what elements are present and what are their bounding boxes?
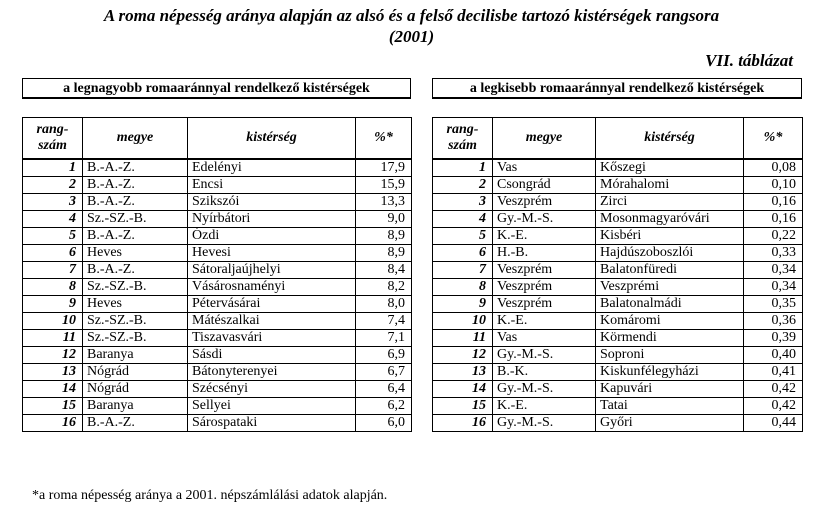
table-row (23, 177, 412, 194)
highest-ratio-table (22, 117, 412, 432)
left-heading-underline (22, 98, 411, 99)
county-header: megye (493, 118, 596, 160)
region-cell: Kapuvári (596, 381, 744, 398)
rank-cell: 15 (23, 398, 83, 415)
lowest-ratio-table (432, 117, 803, 432)
table-row (23, 296, 412, 313)
region-cell: Pétervásárai (188, 296, 356, 313)
region-cell: Sárospataki (188, 415, 356, 432)
table-row (23, 262, 412, 279)
region-cell: Tiszavasvári (188, 330, 356, 347)
rank-cell: 7 (23, 262, 83, 279)
region-cell: Mátészalkai (188, 313, 356, 330)
rank-cell: 13 (433, 364, 493, 381)
rank-cell: 7 (433, 262, 493, 279)
county-cell: Csongrád (493, 177, 596, 194)
percent-cell: 0,35 (744, 296, 803, 313)
region-header: kistérség (188, 118, 356, 160)
county-cell: Heves (83, 296, 188, 313)
table-header-row (433, 118, 803, 160)
table-row (433, 262, 803, 279)
percent-header: %* (356, 118, 412, 160)
rank-cell: 11 (433, 330, 493, 347)
table-row (23, 313, 412, 330)
county-cell: Gy.-M.-S. (493, 347, 596, 364)
county-cell: B.-A.-Z. (83, 177, 188, 194)
county-cell: K.-E. (493, 228, 596, 245)
county-cell: Gy.-M.-S. (493, 415, 596, 432)
percent-cell: 0,34 (744, 262, 803, 279)
percent-cell: 0,16 (744, 211, 803, 228)
rank-cell: 4 (23, 211, 83, 228)
percent-cell: 6,2 (356, 398, 412, 415)
table-row (433, 347, 803, 364)
percent-cell: 8,0 (356, 296, 412, 313)
table-row (23, 228, 412, 245)
percent-cell: 8,9 (356, 245, 412, 262)
region-cell: Encsi (188, 177, 356, 194)
rank-cell: 6 (433, 245, 493, 262)
county-cell: B.-A.-Z. (83, 415, 188, 432)
region-cell: Sellyei (188, 398, 356, 415)
percent-cell: 0,22 (744, 228, 803, 245)
county-cell: Sz.-SZ.-B. (83, 211, 188, 228)
percent-cell: 8,9 (356, 228, 412, 245)
percent-cell: 0,36 (744, 313, 803, 330)
rank-cell: 3 (23, 194, 83, 211)
table-row (433, 194, 803, 211)
rank-header-line1: rang- (446, 122, 479, 137)
percent-cell: 0,34 (744, 279, 803, 296)
percent-cell: 0,40 (744, 347, 803, 364)
rank-cell: 3 (433, 194, 493, 211)
percent-cell: 0,16 (744, 194, 803, 211)
percent-header: %* (744, 118, 803, 160)
county-cell: Heves (83, 245, 188, 262)
region-cell: Sásdi (188, 347, 356, 364)
percent-cell: 15,9 (356, 177, 412, 194)
percent-cell: 8,2 (356, 279, 412, 296)
document-title-year: (2001) (388, 27, 435, 46)
region-cell: Nyírbátori (188, 211, 356, 228)
county-cell: B.-A.-Z. (83, 262, 188, 279)
table-row (433, 381, 803, 398)
table-row (433, 415, 803, 432)
rank-cell: 6 (23, 245, 83, 262)
percent-cell: 7,4 (356, 313, 412, 330)
table-row (433, 330, 803, 347)
county-cell: Nógrád (83, 381, 188, 398)
county-cell: B.-K. (493, 364, 596, 381)
region-cell: Tatai (596, 398, 744, 415)
county-cell: K.-E. (493, 313, 596, 330)
rank-cell: 9 (23, 296, 83, 313)
region-cell: Kőszegi (596, 159, 744, 177)
table-row (433, 313, 803, 330)
region-cell: Soproni (596, 347, 744, 364)
region-cell: Sátoraljaújhelyi (188, 262, 356, 279)
percent-cell: 0,42 (744, 398, 803, 415)
percent-cell: 6,7 (356, 364, 412, 381)
region-cell: Veszprémi (596, 279, 744, 296)
region-cell: Hajdúszoboszlói (596, 245, 744, 262)
table-row (23, 398, 412, 415)
rank-cell: 12 (23, 347, 83, 364)
rank-cell: 15 (433, 398, 493, 415)
table-row (23, 415, 412, 432)
right-section-heading: a legkisebb romaaránnyal rendelkező kistérségek (432, 78, 802, 98)
region-cell: Bátonyterenyei (188, 364, 356, 381)
table-row (433, 245, 803, 262)
rank-cell: 5 (23, 228, 83, 245)
table-header-row (23, 118, 412, 160)
percent-cell: 0,42 (744, 381, 803, 398)
rank-cell: 10 (23, 313, 83, 330)
region-cell: Zirci (596, 194, 744, 211)
table-row (433, 279, 803, 296)
rank-cell: 1 (23, 159, 83, 177)
left-section-heading: a legnagyobb romaaránnyal rendelkező kistérségek (22, 78, 411, 98)
table-row (433, 159, 803, 177)
percent-cell: 9,0 (356, 211, 412, 228)
rank-cell: 9 (433, 296, 493, 313)
region-cell: Balatonfüredi (596, 262, 744, 279)
table-row (433, 177, 803, 194)
rank-cell: 16 (433, 415, 493, 432)
rank-cell: 5 (433, 228, 493, 245)
region-cell: Komáromi (596, 313, 744, 330)
region-cell: Körmendi (596, 330, 744, 347)
table-row (23, 364, 412, 381)
rank-cell: 11 (23, 330, 83, 347)
table-row (23, 159, 412, 177)
county-cell: B.-A.-Z. (83, 228, 188, 245)
document-title: A roma népesség aránya alapján az alsó és a felső decilisbe tartozó kistérségek rangsora (103, 6, 720, 25)
percent-cell: 0,44 (744, 415, 803, 432)
rank-header-line1: rang- (36, 122, 69, 137)
table-row (23, 279, 412, 296)
county-cell: Veszprém (493, 296, 596, 313)
table-row (433, 364, 803, 381)
rank-cell: 14 (433, 381, 493, 398)
percent-cell: 17,9 (356, 159, 412, 177)
table-row (23, 330, 412, 347)
county-cell: K.-E. (493, 398, 596, 415)
county-cell: Veszprém (493, 262, 596, 279)
region-cell: Kiskunfélegyházi (596, 364, 744, 381)
county-cell: Vas (493, 330, 596, 347)
footnote: *a roma népesség aránya a 2001. népszámlálási adatok alapján. (32, 488, 388, 503)
region-cell: Balatonalmádi (596, 296, 744, 313)
rank-cell: 8 (23, 279, 83, 296)
rank-cell: 10 (433, 313, 493, 330)
rank-cell: 14 (23, 381, 83, 398)
county-cell: Sz.-SZ.-B. (83, 313, 188, 330)
county-cell: Sz.-SZ.-B. (83, 279, 188, 296)
table-row (433, 211, 803, 228)
percent-cell: 0,41 (744, 364, 803, 381)
percent-cell: 6,9 (356, 347, 412, 364)
region-cell: Mórahalomi (596, 177, 744, 194)
table-row (23, 245, 412, 262)
county-cell: Veszprém (493, 279, 596, 296)
county-cell: Nógrád (83, 364, 188, 381)
percent-cell: 7,1 (356, 330, 412, 347)
region-cell: Edelényi (188, 159, 356, 177)
rank-cell: 13 (23, 364, 83, 381)
rank-cell: 1 (433, 159, 493, 177)
right-heading-underline (432, 98, 802, 99)
rank-header (433, 118, 493, 160)
percent-cell: 0,08 (744, 159, 803, 177)
county-cell: Vas (493, 159, 596, 177)
county-cell: B.-A.-Z. (83, 194, 188, 211)
rank-cell: 12 (433, 347, 493, 364)
table-row (23, 347, 412, 364)
rank-header-line2: szám (448, 138, 477, 153)
percent-cell: 6,4 (356, 381, 412, 398)
percent-cell: 0,39 (744, 330, 803, 347)
table-row (23, 194, 412, 211)
county-cell: Gy.-M.-S. (493, 381, 596, 398)
rank-header (23, 118, 83, 160)
county-cell: H.-B. (493, 245, 596, 262)
rank-cell: 8 (433, 279, 493, 296)
county-cell: Baranya (83, 398, 188, 415)
percent-cell: 0,33 (744, 245, 803, 262)
percent-cell: 8,4 (356, 262, 412, 279)
rank-cell: 2 (433, 177, 493, 194)
table-number: VII. táblázat (705, 51, 793, 70)
region-cell: Szikszói (188, 194, 356, 211)
table-row (23, 381, 412, 398)
region-header: kistérség (596, 118, 744, 160)
county-header: megye (83, 118, 188, 160)
table-row (433, 228, 803, 245)
county-cell: Sz.-SZ.-B. (83, 330, 188, 347)
county-cell: B.-A.-Z. (83, 159, 188, 177)
rank-header-line2: szám (38, 138, 67, 153)
table-row (433, 296, 803, 313)
region-cell: Mosonmagyaróvári (596, 211, 744, 228)
region-cell: Szécsényi (188, 381, 356, 398)
percent-cell: 13,3 (356, 194, 412, 211)
region-cell: Kisbéri (596, 228, 744, 245)
table-row (23, 211, 412, 228)
region-cell: Hevesi (188, 245, 356, 262)
rank-cell: 4 (433, 211, 493, 228)
rank-cell: 16 (23, 415, 83, 432)
county-cell: Veszprém (493, 194, 596, 211)
county-cell: Baranya (83, 347, 188, 364)
percent-cell: 6,0 (356, 415, 412, 432)
county-cell: Gy.-M.-S. (493, 211, 596, 228)
region-cell: Ózdi (188, 228, 356, 245)
table-row (433, 398, 803, 415)
percent-cell: 0,10 (744, 177, 803, 194)
region-cell: Győri (596, 415, 744, 432)
rank-cell: 2 (23, 177, 83, 194)
region-cell: Vásárosnaményi (188, 279, 356, 296)
